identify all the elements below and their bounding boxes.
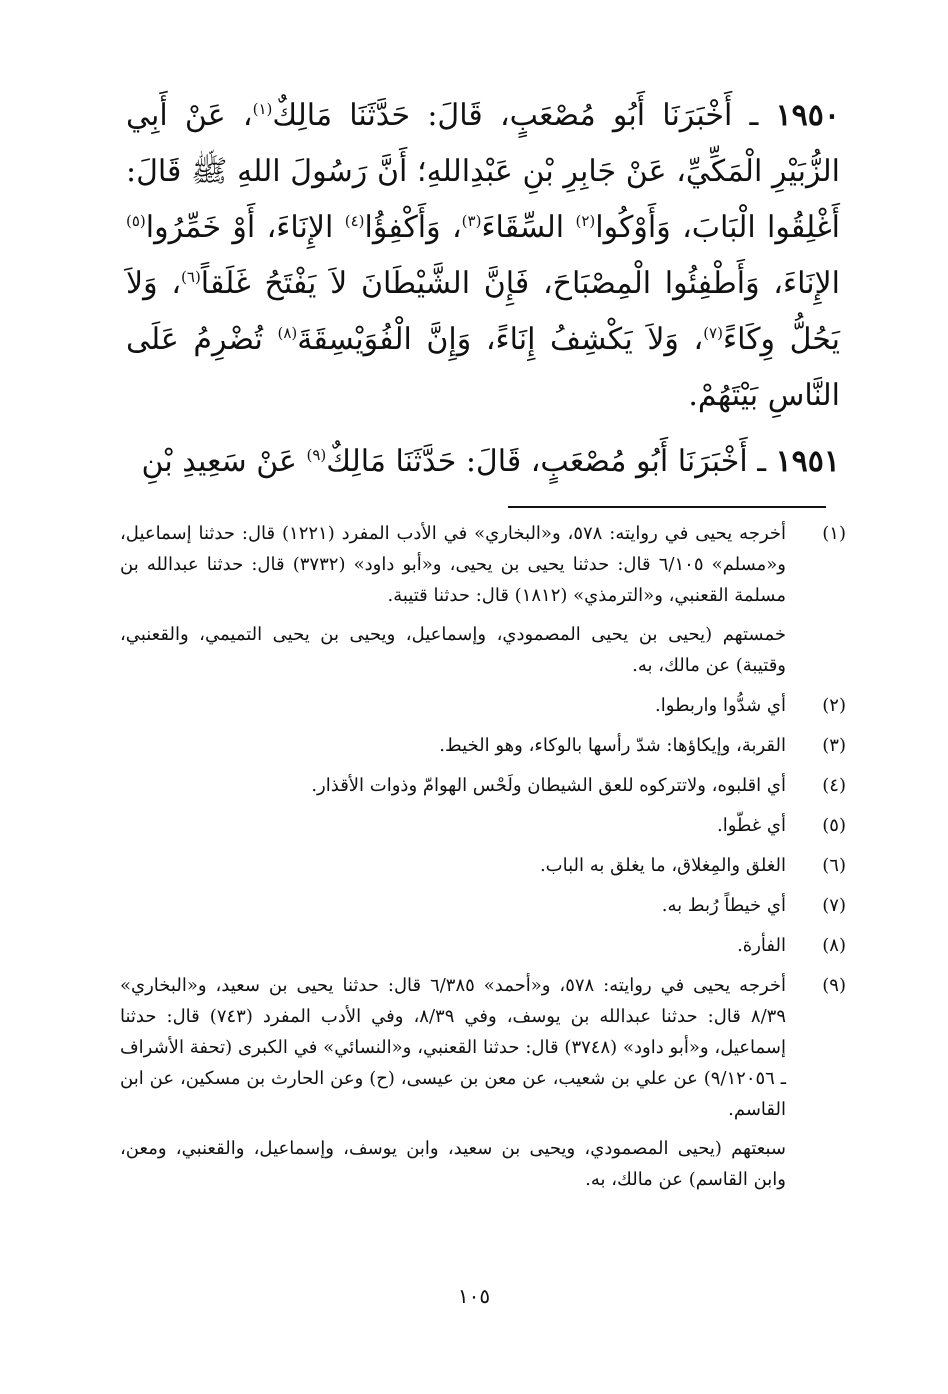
main-text (126, 88, 840, 490)
footnote-number: (٦) (822, 855, 846, 876)
footnote-body (120, 770, 786, 801)
footnote-number: (٩) (822, 975, 846, 996)
hadith-text: ـ أَخْبَرَنَا أَبُو مُصْعَبٍ، قَالَ: حَدَّثَنَا مَالِكٌ (326, 444, 776, 479)
hadith-text: ، وَلاَ يَكْشِفُ إِنَاءً، وَإِنَّ الْفُوَيْسِقَةَ (297, 322, 704, 357)
footnote-body (120, 690, 786, 721)
footnote-item (120, 770, 846, 801)
footnote-divider (508, 506, 826, 508)
hadith-text: ، وَلاَ يَحُلُّ وِكَاءً (126, 266, 840, 357)
footnote-text: الفأرة. (737, 935, 786, 956)
footnote-body (120, 810, 786, 841)
footnote-item (120, 930, 846, 961)
footnote-text: القربة، وإيكاؤها: شدّ رأسها بالوكاء، وهو الخيط. (439, 735, 786, 756)
footnote-ref[interactable]: (٦) (181, 268, 201, 286)
footnote-item (120, 810, 846, 841)
footnote-ref[interactable]: (٥) (126, 212, 146, 230)
footnote-item (120, 518, 846, 681)
hadith-number: ١٩٥١ (775, 444, 840, 479)
footnote-item (120, 890, 846, 921)
footnote-number: (٤) (822, 775, 846, 796)
footnote-ref[interactable]: (٣) (461, 212, 482, 230)
hadith-text: ، عَنْ أَبِي الزُّبَيْرِ الْمَكِّيِّ، عَنْ جَابِرِ بْنِ عَبْدِاللهِ؛ أَنَّ رَسُولَ اللهِ ﷺ قَالَ: أَغْلِقُوا الْبَابَ، وَأَوْكُوا (126, 98, 841, 245)
footnote-item (120, 730, 846, 761)
footnote-text: سبعتهم (يحيى المصمودي، ويحيى بن سعيد، وابن يوسف، وإسماعيل، والقعنبي، ومعن، وابن القاسم) عن مالك، به. (120, 1138, 786, 1190)
footnote-text: الغلق والمِغلاق، ما يغلق به الباب. (539, 855, 786, 876)
hadith-text: ـ أَخْبَرَنَا أَبُو مُصْعَبٍ، قَالَ: حَدَّثَنَا مَالِكٌ (272, 98, 776, 133)
footnote-body (120, 930, 786, 961)
hadith-text: الإِنَاءَ، أَوْ خَمِّرُوا (145, 210, 345, 245)
hadith-number: ١٩٥٠ (775, 98, 840, 133)
hadith-text: عَنْ سَعِيدِ بْنِ (141, 444, 307, 479)
hadith-1951 (126, 434, 840, 490)
footnote-text: أي شدُّوا واربطوا. (655, 695, 786, 716)
footnote-body (120, 890, 786, 921)
footnote-text: أخرجه يحيى في روايته: ٥٧٨، و«البخاري» في الأدب المفرد (١٢٢١) قال: حدثنا إسماعيل، و«مسلم» ٦/١٠٥ قال: حدثنا يحيى بن يحيى، و«أبو داود» (٣٧٣٢) قال: حدثنا عبدالله بن مسلمة القعنبي، و«الترمذي» (١٨١٢) قال: حدثنا قتيبة. (120, 523, 786, 606)
footnote-body (120, 730, 786, 761)
footnote-number: (٢) (822, 695, 846, 716)
footnote-text: أي خيطاً رُبط به. (661, 895, 786, 916)
footnote-text: أي اقلبوه، ولاتتركوه للعق الشيطان ولَحْس الهوامّ وذوات الأقذار. (311, 775, 786, 796)
footnote-ref[interactable]: (٩) (306, 446, 327, 464)
page-number: ١٠٥ (457, 1284, 491, 1308)
footnote-number: (٥) (822, 815, 846, 836)
footnote-number: (٣) (822, 735, 846, 756)
footnote-ref[interactable]: (٤) (344, 212, 365, 230)
footnote-item (120, 690, 846, 721)
footnote-item (120, 970, 846, 1195)
hadith-text: الإِنَاءَ، وَأَطْفِئُوا الْمِصْبَاحَ، فَإِنَّ الشَّيْطَانَ لاَ يَفْتَحُ غَلَقاً (200, 266, 840, 301)
footnote-item (120, 850, 846, 881)
hadith-text: السِّقَاءَ (481, 210, 576, 245)
footnote-number: (٨) (822, 935, 846, 956)
footnote-ref[interactable]: (٨) (277, 324, 298, 342)
footnote-ref[interactable]: (٢) (575, 212, 596, 230)
footnote-ref[interactable]: (٧) (703, 324, 723, 342)
footnote-body (120, 970, 786, 1195)
hadith-1950 (126, 88, 840, 424)
hadith-text: ، وَأَكْفِؤُا (364, 210, 462, 245)
footnote-body (120, 850, 786, 881)
footnote-number: (٧) (822, 895, 846, 916)
footnote-number: (١) (822, 523, 846, 544)
hadith-text: تُضْرِمُ عَلَى النَّاسِ بَيْتَهُمْ. (126, 322, 840, 413)
footnotes (120, 518, 846, 1204)
footnote-body (120, 518, 786, 681)
footnote-text: أخرجه يحيى في روايته: ٥٧٨، و«أحمد» ٦/٣٨٥ قال: حدثنا يحيى بن سعيد، و«البخاري» ٨/٣٩ قال: حدثنا عبدالله بن يوسف، وفي ٨/٣٩، وفي الأدب المفرد (٧٤٣) قال: حدثنا إسماعيل، و«أبو داود» (٣٧٤٨) قال: حدثنا القعنبي، و«النسائي» في الكبرى (تحفة الأشراف ـ ٩/١٢٠٥٦) عن علي بن شعيب، عن معن بن عيسى، (ح) وعن الحارث بن مسكين، عن ابن القاسم. (120, 975, 786, 1120)
footnote-text: خمستهم (يحيى بن يحيى المصمودي، وإسماعيل، ويحيى بن يحيى التميمي، والقعنبي، وقتيبة) عن مالك، به. (120, 624, 786, 676)
footnote-text: أي غطّوا. (716, 815, 786, 836)
footnote-ref[interactable]: (١) (252, 100, 273, 118)
